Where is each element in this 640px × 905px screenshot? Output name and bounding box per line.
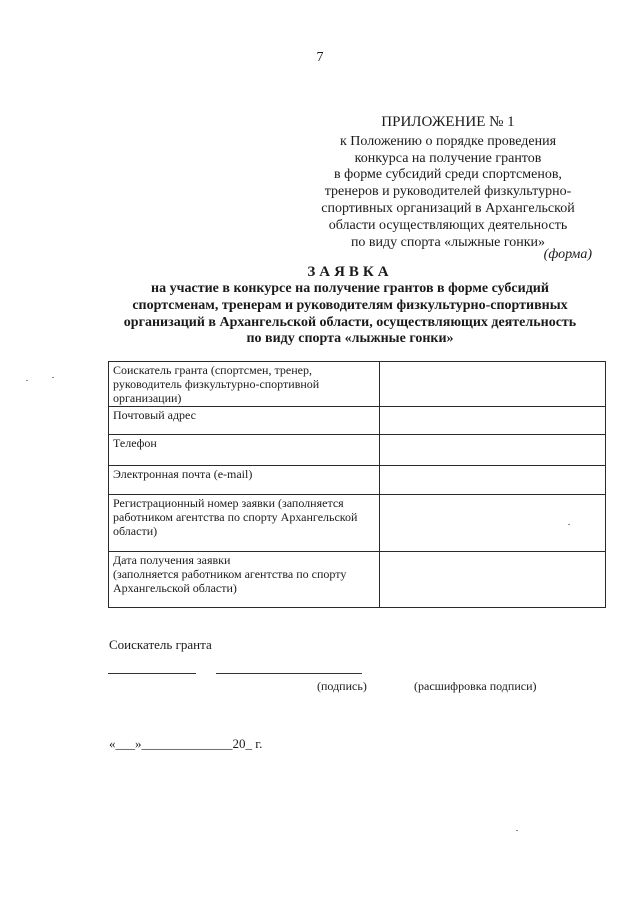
subtitle-line: организаций в Архангельской области, осуществляющих деятельность bbox=[123, 314, 577, 330]
label-line: работником агентства по спорту Архангельской bbox=[113, 509, 358, 524]
appendix-line: области осуществляющих деятельность bbox=[328, 217, 568, 233]
scan-speck bbox=[516, 830, 518, 831]
subtitle-line: по виду спорта «лыжные гонки» bbox=[246, 331, 454, 347]
applicant-label: Соискатель гранта bbox=[109, 637, 212, 652]
document-title: ЗАЯВКА bbox=[307, 264, 393, 280]
row-label-email bbox=[109, 466, 380, 495]
appendix-block bbox=[300, 114, 596, 251]
table-row bbox=[109, 466, 606, 495]
value-cell-registration-number[interactable] bbox=[380, 495, 606, 552]
label-line: организации) bbox=[113, 390, 182, 405]
value-cell-postal-address[interactable] bbox=[380, 407, 606, 435]
row-label-postal-address bbox=[109, 407, 380, 435]
signature-line[interactable] bbox=[108, 673, 196, 674]
appendix-line: тренеров и руководителей физкультурно- bbox=[324, 184, 572, 200]
signature-caption: (подпись) bbox=[317, 679, 367, 693]
table-row bbox=[109, 407, 606, 435]
appendix-line: к Положению о порядке проведения bbox=[339, 133, 557, 149]
form-mark: (форма) bbox=[543, 247, 592, 262]
appendix-line: конкурса на получение грантов bbox=[354, 150, 542, 166]
appendix-line: спортивных организаций в Архангельской bbox=[321, 200, 575, 216]
scan-speck bbox=[52, 377, 54, 378]
label-line: (заполняется работником агентства по спорту bbox=[113, 566, 347, 581]
subtitle-line: спортсменам, тренерам и руководителям физкультурно-спортивных bbox=[132, 297, 568, 313]
label-line: Архангельской области) bbox=[113, 580, 237, 595]
row-label-phone bbox=[109, 435, 380, 466]
table-row bbox=[109, 435, 606, 466]
value-cell-phone[interactable] bbox=[380, 435, 606, 466]
page-number: 7 bbox=[316, 50, 324, 65]
label-line: Телефон bbox=[113, 436, 157, 450]
label-line: Дата получения заявки bbox=[113, 553, 231, 567]
row-label-receipt-date bbox=[109, 552, 380, 608]
document-subtitle bbox=[80, 281, 620, 348]
scan-speck bbox=[26, 380, 28, 381]
decode-caption: (расшифровка подписи) bbox=[414, 679, 537, 693]
row-label-registration-number bbox=[109, 495, 380, 552]
scan-speck bbox=[568, 524, 570, 525]
date-line[interactable]: «___»______________20_ г. bbox=[109, 736, 263, 751]
row-label-applicant bbox=[109, 362, 380, 407]
appendix-title: ПРИЛОЖЕНИЕ № 1 bbox=[381, 114, 515, 130]
value-cell-email[interactable] bbox=[380, 466, 606, 495]
label-line: области) bbox=[113, 523, 158, 538]
table-row bbox=[109, 362, 606, 407]
label-line: руководитель физкультурно-спортивной bbox=[113, 376, 320, 391]
table-row bbox=[109, 495, 606, 552]
label-line: Соискатель гранта (спортсмен, тренер, bbox=[113, 363, 312, 377]
appendix-line: в форме субсидий среди спортсменов, bbox=[334, 167, 562, 183]
application-table bbox=[108, 361, 606, 608]
label-line: Регистрационный номер заявки (заполняется bbox=[113, 496, 344, 510]
label-line: Электронная почта (e-mail) bbox=[113, 467, 253, 481]
label-line: Почтовый адрес bbox=[113, 408, 197, 422]
subtitle-line: на участие в конкурсе на получение грантов в форме субсидий bbox=[151, 281, 549, 296]
table-row bbox=[109, 552, 606, 608]
value-cell-applicant[interactable] bbox=[380, 362, 606, 407]
signature-decode-line[interactable] bbox=[216, 673, 362, 674]
value-cell-receipt-date[interactable] bbox=[380, 552, 606, 608]
appendix-line: по виду спорта «лыжные гонки» bbox=[350, 234, 546, 250]
